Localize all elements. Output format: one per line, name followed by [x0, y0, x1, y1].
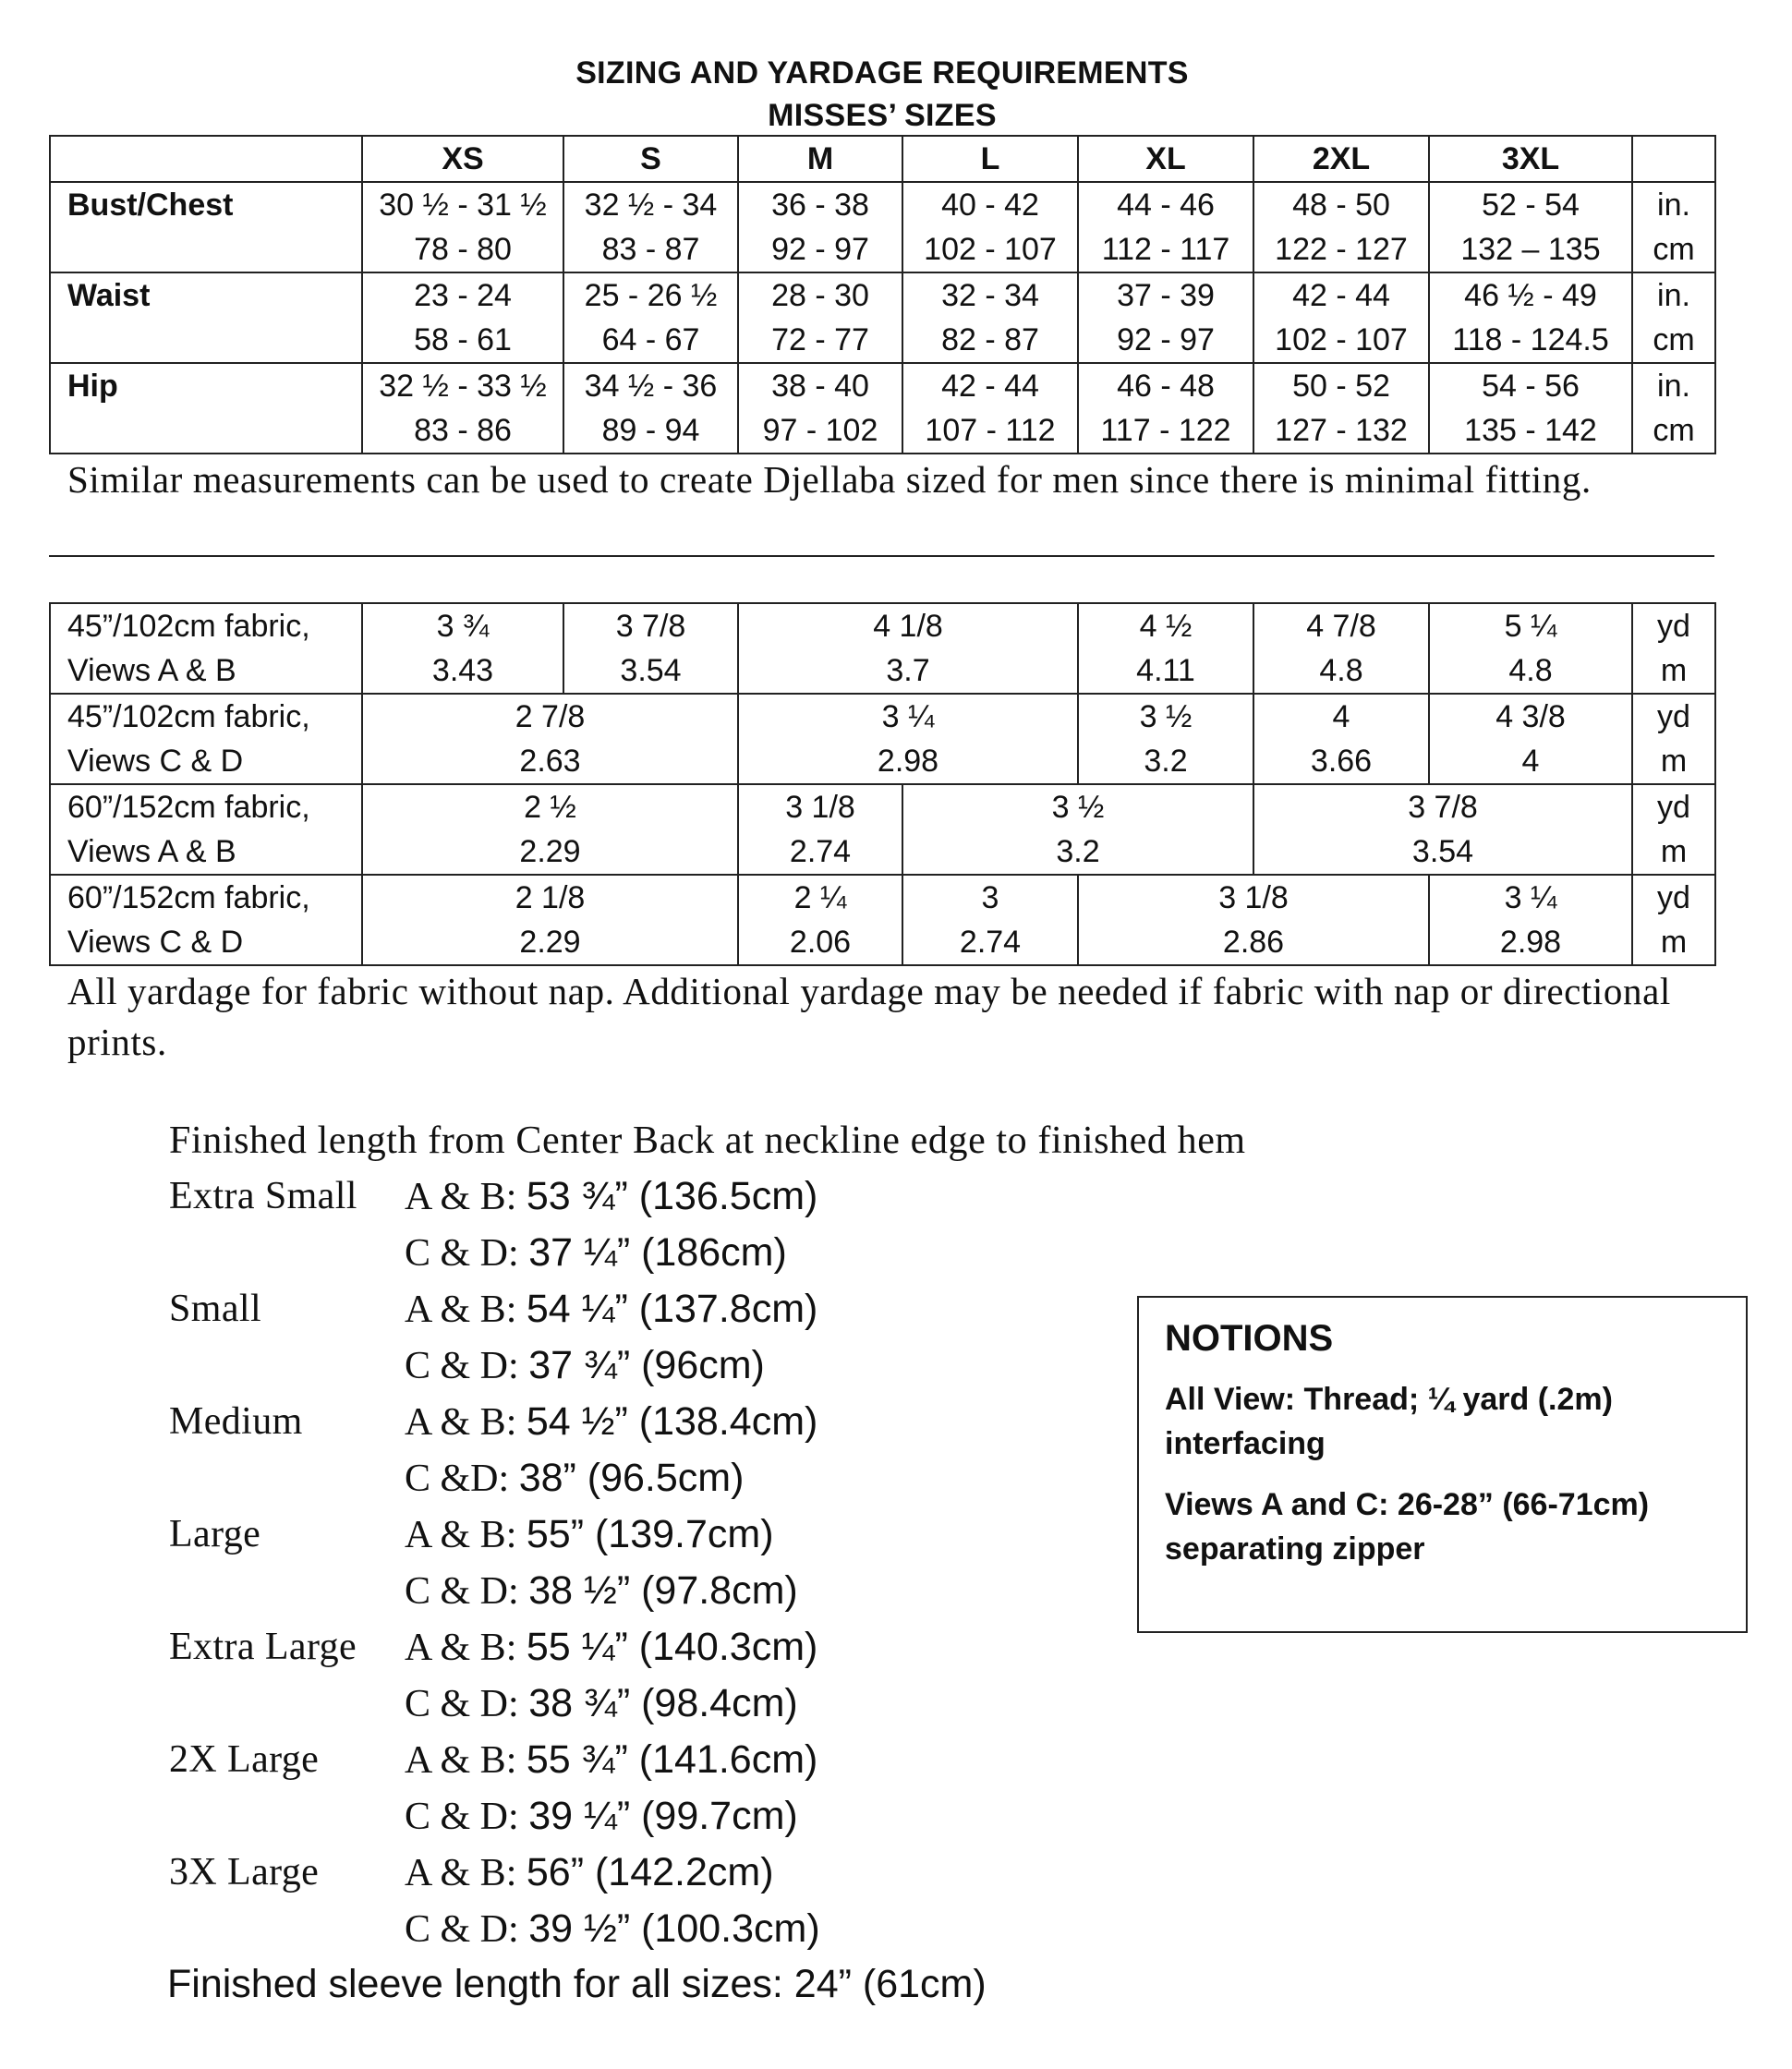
unit-cell: yd m [1632, 784, 1715, 875]
length-row [169, 1450, 1148, 1506]
length-row [169, 1168, 1148, 1225]
length-row [169, 1563, 1148, 1619]
yardage-cell: 3 ¼ 2.98 [738, 694, 1078, 784]
length-row [169, 1788, 1148, 1845]
size-header: M [738, 136, 902, 182]
yardage-row [50, 603, 1715, 694]
measure-cell: 32 - 34 82 - 87 [902, 272, 1078, 363]
measurement-row-bust [50, 182, 1715, 272]
unit-cell: yd m [1632, 603, 1715, 694]
yardage-cell: 3 2.74 [902, 875, 1078, 965]
measure-cell: 50 - 52 127 - 132 [1253, 363, 1429, 454]
measure-cell: 34 ½ - 36 89 - 94 [563, 363, 738, 454]
length-value: 38” (96.5cm) [518, 1456, 745, 1500]
length-value: 54 ½” (138.4cm) [526, 1399, 818, 1444]
fabric-label: 60”/152cm fabric, Views A & B [50, 784, 362, 875]
length-value: 39 ¼” (99.7cm) [528, 1794, 798, 1838]
yardage-note: All yardage for fabric without nap. Additional yardage may be needed if fabric with nap or directional prints. [67, 970, 1671, 1063]
measure-cell: 37 - 39 92 - 97 [1078, 272, 1253, 363]
size-header: XL [1078, 136, 1253, 182]
length-value: 55 ¾” (141.6cm) [526, 1737, 818, 1782]
length-row [169, 1619, 1148, 1676]
view-label: C & D: [405, 1345, 519, 1387]
yardage-cell: 3 ¼ 2.98 [1429, 875, 1632, 965]
length-row [169, 1845, 1148, 1901]
yardage-cell: 4 1/8 3.7 [738, 603, 1078, 694]
yardage-cell: 2 ¼ 2.06 [738, 875, 902, 965]
size-label: 3X Large [169, 1851, 320, 1894]
length-value: 55” (139.7cm) [526, 1512, 774, 1556]
notions-zipper: Views A and C: 26-28” (66-71cm) separating zipper [1165, 1487, 1650, 1567]
length-value: 37 ¼” (186cm) [528, 1230, 787, 1275]
view-label: A & B: [405, 1739, 517, 1782]
measure-cell: 30 ½ - 31 ½ 78 - 80 [362, 182, 563, 272]
view-label: A & B: [405, 1176, 517, 1218]
yardage-cell: 4 7/8 4.8 [1253, 603, 1429, 694]
fabric-label: 60”/152cm fabric, Views C & D [50, 875, 362, 965]
yardage-cell: 5 ¼ 4.8 [1429, 603, 1632, 694]
measure-cell: 46 - 48 117 - 122 [1078, 363, 1253, 454]
size-header: 3XL [1429, 136, 1632, 182]
row-label-hip: Hip [50, 363, 362, 454]
page-subtitle: MISSES’ SIZES [768, 98, 997, 133]
length-row [169, 1676, 1148, 1732]
length-value: 55 ¼” (140.3cm) [526, 1625, 818, 1669]
length-row [169, 1394, 1148, 1450]
yardage-cell: 3 ¾ 3.43 [362, 603, 563, 694]
length-row [169, 1281, 1148, 1337]
measurement-row-waist [50, 272, 1715, 363]
measure-cell: 32 ½ - 34 83 - 87 [563, 182, 738, 272]
page-title: SIZING AND YARDAGE REQUIREMENTS [575, 55, 1189, 91]
sizing-note: Similar measurements can be used to create Djellaba sized for men since there is minimal fitting. [67, 458, 1592, 501]
measure-cell: 25 - 26 ½ 64 - 67 [563, 272, 738, 363]
view-label: A & B: [405, 1401, 517, 1444]
yardage-cell: 3 1/8 2.86 [1078, 875, 1429, 965]
measure-cell: 40 - 42 102 - 107 [902, 182, 1078, 272]
yardage-row [50, 784, 1715, 875]
measure-cell: 42 - 44 107 - 112 [902, 363, 1078, 454]
corner-cell [50, 136, 362, 182]
finished-length-intro: Finished length from Center Back at neckline edge to finished hem [169, 1119, 1246, 1162]
size-chart-table [49, 135, 1716, 454]
size-header: S [563, 136, 738, 182]
length-row [169, 1901, 1148, 1957]
view-label: C & D: [405, 1570, 519, 1613]
yardage-cell: 3 1/8 2.74 [738, 784, 902, 875]
size-header: 2XL [1253, 136, 1429, 182]
measure-cell: 32 ½ - 33 ½ 83 - 86 [362, 363, 563, 454]
yardage-cell: 3 7/8 3.54 [1253, 784, 1632, 875]
length-row [169, 1337, 1148, 1394]
view-label: C & D: [405, 1796, 519, 1838]
length-value: 53 ¾” (136.5cm) [526, 1174, 818, 1218]
yardage-row [50, 875, 1715, 965]
measurement-row-hip [50, 363, 1715, 454]
notions-title: NOTIONS [1165, 1318, 1334, 1359]
size-header-row [50, 136, 1715, 182]
notions-all-views: All View: Thread; ¼ yard (.2m) interfacing [1165, 1382, 1613, 1461]
measure-cell: 28 - 30 72 - 77 [738, 272, 902, 363]
length-value: 39 ½” (100.3cm) [528, 1906, 820, 1951]
yardage-table [49, 602, 1716, 966]
row-label-waist: Waist [50, 272, 362, 363]
length-row [169, 1506, 1148, 1563]
size-label: Extra Small [169, 1175, 357, 1217]
measure-cell: 46 ½ - 49 118 - 124.5 [1429, 272, 1632, 363]
measure-cell: 38 - 40 97 - 102 [738, 363, 902, 454]
yardage-cell: 3 7/8 3.54 [563, 603, 738, 694]
view-label: A & B: [405, 1514, 517, 1556]
measure-cell: 54 - 56 135 - 142 [1429, 363, 1632, 454]
size-header: XS [362, 136, 563, 182]
measure-cell: 44 - 46 112 - 117 [1078, 182, 1253, 272]
row-label-bust: Bust/Chest [50, 182, 362, 272]
finished-length-section [169, 1113, 1246, 1957]
unit-cell: yd m [1632, 694, 1715, 784]
view-label: C & D: [405, 1232, 519, 1275]
yardage-cell: 2 ½ 2.29 [362, 784, 738, 875]
length-row [169, 1732, 1148, 1788]
view-label: C & D: [405, 1908, 519, 1951]
length-value: 54 ¼” (137.8cm) [526, 1287, 818, 1331]
measure-cell: 23 - 24 58 - 61 [362, 272, 563, 363]
measure-cell: 52 - 54 132 – 135 [1429, 182, 1632, 272]
notions-box [1137, 1296, 1748, 1633]
yardage-row [50, 694, 1715, 784]
yardage-cell: 3 ½ 3.2 [1078, 694, 1253, 784]
view-label: C & D: [405, 1683, 519, 1725]
length-value: 37 ¾” (96cm) [528, 1343, 765, 1387]
measure-cell: 48 - 50 122 - 127 [1253, 182, 1429, 272]
fabric-label: 45”/102cm fabric, Views A & B [50, 603, 362, 694]
size-label: Medium [169, 1400, 303, 1443]
yardage-cell: 4 3/8 4 [1429, 694, 1632, 784]
size-label: Small [169, 1288, 262, 1330]
divider [49, 555, 1714, 557]
yardage-cell: 3 ½ 3.2 [902, 784, 1253, 875]
yardage-cell: 4 ½ 4.11 [1078, 603, 1253, 694]
fabric-label: 45”/102cm fabric, Views C & D [50, 694, 362, 784]
yardage-cell: 2 7/8 2.63 [362, 694, 738, 784]
yardage-cell: 4 3.66 [1253, 694, 1429, 784]
size-header: L [902, 136, 1078, 182]
sleeve-length: Finished sleeve length for all sizes: 24” (61cm) [167, 1962, 987, 2006]
yardage-cell: 2 1/8 2.29 [362, 875, 738, 965]
size-label: 2X Large [169, 1738, 320, 1781]
unit-cell: in. cm [1632, 272, 1715, 363]
view-label: A & B: [405, 1289, 517, 1331]
unit-cell: in. cm [1632, 363, 1715, 454]
size-label: Large [169, 1513, 261, 1555]
unit-cell: yd m [1632, 875, 1715, 965]
measure-cell: 42 - 44 102 - 107 [1253, 272, 1429, 363]
length-value: 38 ¾” (98.4cm) [528, 1681, 798, 1725]
unit-header [1632, 136, 1715, 182]
length-value: 56” (142.2cm) [526, 1850, 774, 1894]
view-label: A & B: [405, 1852, 517, 1894]
size-label: Extra Large [169, 1626, 357, 1668]
length-row [169, 1225, 1148, 1281]
length-value: 38 ½” (97.8cm) [528, 1568, 798, 1613]
unit-cell: in. cm [1632, 182, 1715, 272]
measure-cell: 36 - 38 92 - 97 [738, 182, 902, 272]
view-label: A & B: [405, 1627, 517, 1669]
view-label: C &D: [405, 1458, 510, 1500]
